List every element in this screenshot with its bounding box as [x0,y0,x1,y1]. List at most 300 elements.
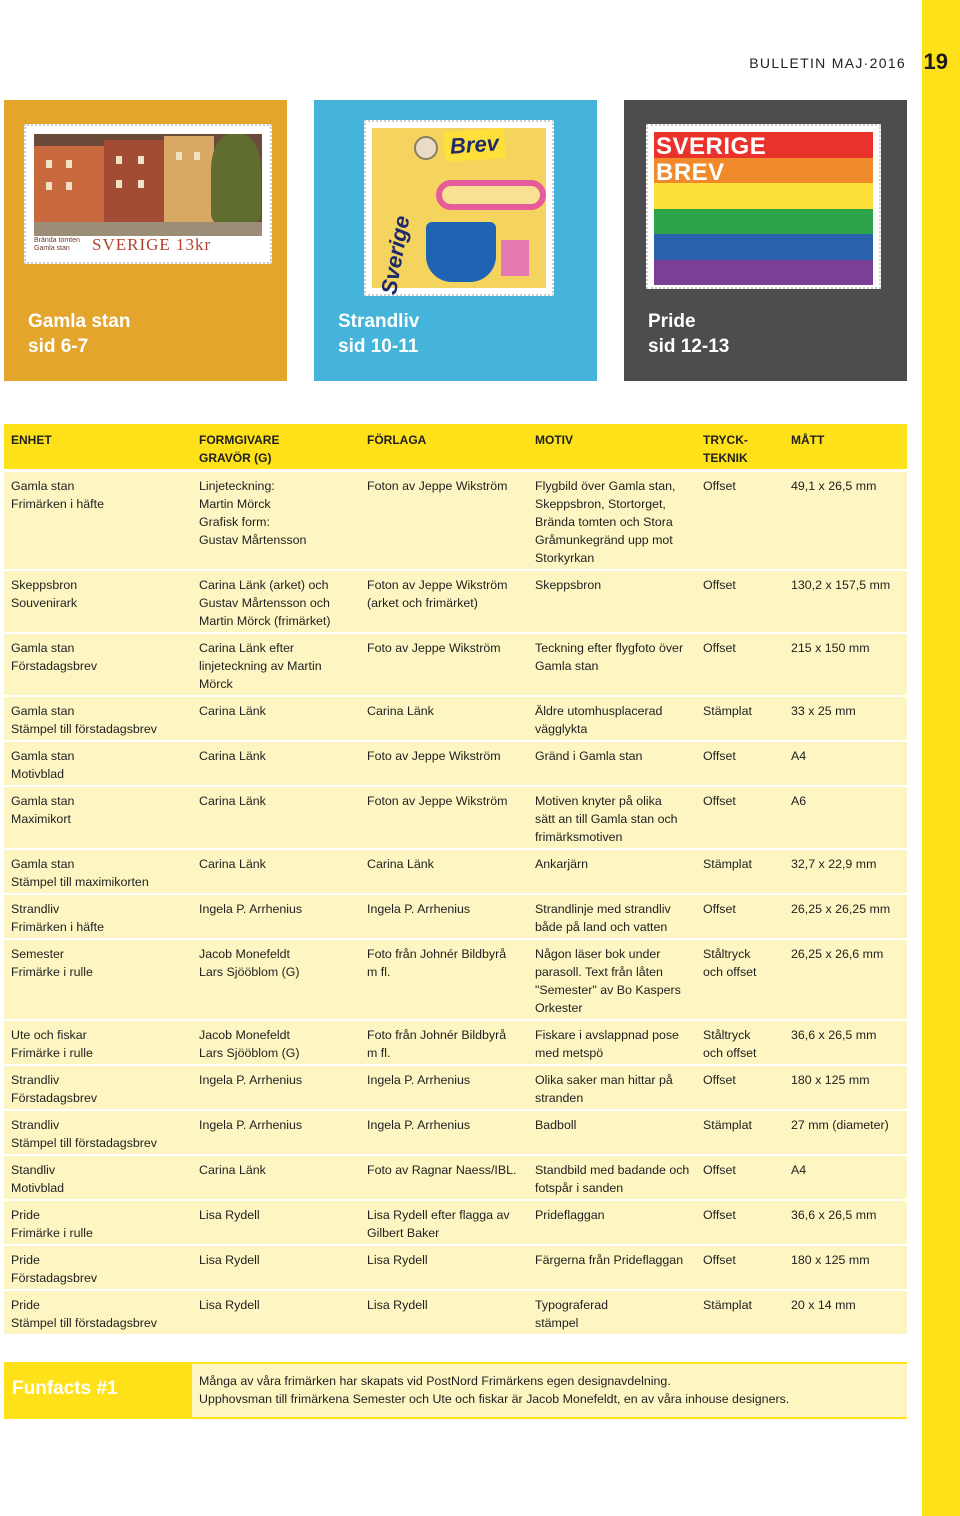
cell-trycktekniker [696,697,784,740]
cell-text: Frimärken i häfte [11,920,104,934]
cell-forlaga [360,571,528,632]
cell-trycktekniker [696,1156,784,1199]
cell-enhet [4,1201,192,1244]
cell-trycktekniker [696,472,784,569]
cell-text: Offset [703,1253,736,1267]
cell-enhet [4,895,192,938]
header-text: FORMGIVARE [199,433,280,447]
cell-text: Stämplat [703,1118,752,1132]
cell-text: Prideflaggan [535,1208,605,1222]
cell-formgivare [192,1111,360,1154]
cell-text: Gilbert Baker [367,1226,440,1240]
card-pride[interactable] [624,100,907,381]
table-row [4,1021,907,1066]
cell-text: Lisa Rydell [199,1253,260,1267]
cell-enhet [4,1066,192,1109]
cell-trycktekniker [696,1021,784,1064]
cell-text: 26,25 x 26,25 mm [791,902,891,916]
cell-trycktekniker [696,1111,784,1154]
cell-text: Gamla stan [11,794,75,808]
cell-text: Carina Länk [199,749,266,763]
cell-text: fotspår i sanden [535,1181,624,1195]
cell-trycktekniker [696,1201,784,1244]
cell-text: Strandliv [11,1073,60,1087]
cell-text: Någon läser bok under [535,947,661,961]
cell-trycktekniker [696,850,784,893]
funfacts-box [4,1362,907,1419]
cell-text: Stämpel till maximikorten [11,875,149,889]
cell-enhet [4,850,192,893]
cell-trycktekniker [696,634,784,695]
cup-icon [501,240,529,276]
cell-text: Lars Sjööblom (G) [199,1046,300,1060]
cell-text: Frimärke i rulle [11,1046,93,1060]
cell-text: Förstadagsbrev [11,1091,98,1105]
cell-text: Frimärke i rulle [11,965,93,979]
cell-text: Strandliv [11,1118,60,1132]
cell-text: Offset [703,479,736,493]
header-motiv [528,424,696,469]
cell-text: Gamla stan [11,749,75,763]
cell-text: Foto från Johnér Bildbyrå [367,1028,507,1042]
publication-title: BULLETIN MAJ·2016 [749,55,906,71]
cell-text: 27 mm (diameter) [791,1118,889,1132]
cell-formgivare [192,472,360,569]
header-text: ENHET [11,433,52,447]
cell-matt [784,1066,907,1109]
cell-text: Linjeteckning: [199,479,275,493]
cell-enhet [4,1156,192,1199]
cell-text: A4 [791,1163,807,1177]
cell-text: Mörck [199,677,233,691]
cell-forlaga [360,1021,528,1064]
cell-text: Badboll [535,1118,577,1132]
cell-text: Lisa Rydell [199,1208,260,1222]
cell-text: Gustav Mårtensson och [199,596,330,610]
cell-text: Färgerna från Prideflaggan [535,1253,684,1267]
cell-text: Ankarjärn [535,857,589,871]
sunglasses-icon [436,180,546,210]
table-row [4,1066,907,1111]
stamp-caption: Brända tomten Gamla stan [34,237,80,252]
card-pages: sid 6-7 [28,336,89,357]
cell-text: Frimärken i häfte [11,497,104,511]
cell-enhet [4,1021,192,1064]
cell-formgivare [192,940,360,1019]
cell-formgivare [192,1246,360,1289]
cell-text: (arket och frimärket) [367,596,478,610]
cell-text: Ingela P. Arrhenius [367,1118,471,1132]
cell-formgivare [192,1291,360,1334]
cell-forlaga [360,1156,528,1199]
cell-text: Foto av Jeppe Wikström [367,749,501,763]
cell-text: frimärksmotiven [535,830,623,844]
table-row [4,1201,907,1246]
cell-text: Carina Länk [199,1163,266,1177]
cell-formgivare [192,697,360,740]
cell-enhet [4,697,192,740]
cell-text: Skeppsbron [535,578,602,592]
cell-text: 49,1 x 26,5 mm [791,479,877,493]
cell-forlaga [360,1291,528,1334]
cell-text: 33 x 25 mm [791,704,856,718]
cell-enhet [4,787,192,848]
cell-text: Carina Länk [367,704,434,718]
cell-text: med metspö [535,1046,604,1060]
cell-text: Offset [703,1208,736,1222]
cell-text: Foto av Ragnar Naess/IBL. [367,1163,517,1177]
cell-text: Ingela P. Arrhenius [199,902,303,916]
header-text: FÖRLAGA [367,433,427,447]
cell-text: Fiskare i avslappnad pose [535,1028,679,1042]
cell-text: 130,2 x 157,5 mm [791,578,891,592]
cell-text: 180 x 125 mm [791,1073,870,1087]
cell-text: Brända tomten och Stora [535,515,673,529]
funfacts-line: Upphovsman till frimärkena Semester och Ute och fiskar är Jacob Monefeldt, en av våra inhouse designers. [199,1392,790,1406]
cell-text: Motivblad [11,1181,65,1195]
cell-text: Jacob Monefeldt [199,1028,290,1042]
cell-text: Martin Mörck (frimärket) [199,614,331,628]
cell-motiv [528,1066,696,1109]
cell-enhet [4,1291,192,1334]
table-row [4,787,907,850]
cell-matt [784,1111,907,1154]
table-row [4,1156,907,1201]
cell-text: Pride [11,1253,40,1267]
cell-text: Carina Länk efter [199,641,295,655]
cell-matt [784,742,907,785]
cell-trycktekniker [696,1066,784,1109]
cell-formgivare [192,1021,360,1064]
cell-formgivare [192,1066,360,1109]
cell-text: 36,6 x 26,5 mm [791,1208,877,1222]
cell-formgivare [192,787,360,848]
cell-text: m fl. [367,1046,391,1060]
cell-text: Offset [703,1163,736,1177]
cell-text: Stämpel till förstadagsbrev [11,1316,158,1330]
card-label [338,309,419,359]
cell-motiv [528,1111,696,1154]
stamp-line-2: BREV [656,159,725,186]
cell-forlaga [360,634,528,695]
header-enhet [4,424,192,469]
header-matt [784,424,907,469]
table-row [4,697,907,742]
table-header-row [4,424,907,472]
card-label [28,309,130,359]
header-trycktekniker [696,424,784,469]
funfacts-title: Funfacts #1 [4,1364,192,1417]
cell-text: Strandlinje med strandliv [535,902,671,916]
card-title: Pride [648,311,696,332]
cell-text: Lars Sjööblom (G) [199,965,300,979]
cell-motiv [528,1201,696,1244]
cell-formgivare [192,571,360,632]
cell-matt [784,1291,907,1334]
cell-motiv [528,850,696,893]
table-row [4,742,907,787]
cell-text: Gamla stan [11,704,75,718]
cell-text: 180 x 125 mm [791,1253,870,1267]
cell-formgivare [192,1156,360,1199]
card-label [648,309,729,359]
stamp-denomination: SVERIGE 13kr [92,235,212,254]
cell-text: Carina Länk [199,857,266,871]
cell-matt [784,1156,907,1199]
cell-text: Lisa Rydell [367,1298,428,1312]
cell-text: Souvenirark [11,596,78,610]
cell-text: Stämpel till förstadagsbrev [11,1136,158,1150]
cell-text: Gränd i Gamla stan [535,749,643,763]
card-gamla-stan[interactable] [4,100,287,381]
cell-text: Motivblad [11,767,65,781]
cell-forlaga [360,1066,528,1109]
table-row [4,1246,907,1291]
cell-text: parasoll. Text från låten [535,965,663,979]
table-row [4,1111,907,1156]
cell-text: Jacob Monefeldt [199,947,290,961]
cell-matt [784,1246,907,1289]
cell-enhet [4,1246,192,1289]
cell-matt [784,472,907,569]
cell-text: Offset [703,578,736,592]
cell-text: Äldre utomhusplacerad [535,704,663,718]
cell-text: stämpel [535,1316,579,1330]
cell-enhet [4,634,192,695]
cell-motiv [528,742,696,785]
cell-text: Lisa Rydell efter flagga av [367,1208,510,1222]
cell-text: Standbild med badande och [535,1163,690,1177]
cell-text: Förstadagsbrev [11,1271,98,1285]
cell-text: Ingela P. Arrhenius [367,902,471,916]
cell-text: A6 [791,794,807,808]
cell-text: sätt an till Gamla stan och [535,812,678,826]
table-row [4,1291,907,1336]
cell-motiv [528,895,696,938]
cell-text: 215 x 150 mm [791,641,870,655]
cell-text: 26,25 x 26,6 mm [791,947,884,961]
funfacts-line: Många av våra frimärken har skapats vid PostNord Frimärkens egen designavdelning. [199,1374,671,1388]
cell-forlaga [360,1111,528,1154]
table-row [4,850,907,895]
cell-text: Orkester [535,1001,583,1015]
cell-text: Carina Länk [199,794,266,808]
cell-trycktekniker [696,940,784,1019]
card-pages: sid 12-13 [648,336,730,357]
header-formgivare [192,424,360,469]
header-text: TEKNIK [703,451,748,465]
cell-text: Strandliv [11,902,60,916]
cell-matt [784,895,907,938]
cell-text: Pride [11,1208,40,1222]
cell-text: Stämplat [703,704,752,718]
strandliv-stamp-image [364,120,554,296]
cell-forlaga [360,1246,528,1289]
cell-text: vägglykta [535,722,588,736]
stamp-word: Brev [443,128,506,162]
cell-text: Foton av Jeppe Wikström [367,794,508,808]
cell-formgivare [192,1201,360,1244]
cell-text: Typograferad [535,1298,609,1312]
cell-forlaga [360,697,528,740]
cell-formgivare [192,742,360,785]
cell-text: Pride [11,1298,40,1312]
stamp-details-table [4,424,907,1336]
cell-text: Teckning efter flygfoto över [535,641,684,655]
cell-text: A4 [791,749,807,763]
cell-text: Maximikort [11,812,71,826]
stamp-country: Sverige [376,213,415,297]
cell-text: och offset [703,1046,757,1060]
cell-text: Gustav Mårtensson [199,533,307,547]
cell-text: Foton av Jeppe Wikström [367,578,508,592]
cell-text: både på land och vatten [535,920,668,934]
cell-text: Flygbild över Gamla stan, [535,479,676,493]
cell-trycktekniker [696,895,784,938]
cell-trycktekniker [696,1246,784,1289]
page-number: 19 [923,49,948,74]
cell-text: Gamla stan [11,857,75,871]
cell-text: Lisa Rydell [367,1253,428,1267]
cell-matt [784,940,907,1019]
cell-text: Stämplat [703,1298,752,1312]
yellow-side-band [922,0,960,1516]
cell-text: Stämplat [703,857,752,871]
cell-text: Skeppsbron [11,578,78,592]
cell-motiv [528,571,696,632]
cell-text: Carina Länk (arket) och [199,578,329,592]
header-text: GRAVÖR (G) [199,451,272,465]
card-title: Gamla stan [28,311,131,332]
card-title: Strandliv [338,311,420,332]
cell-text: Ståltryck [703,1028,751,1042]
cell-text: Carina Länk [367,857,434,871]
gamla-stan-stamp-image [24,124,272,264]
cell-matt [784,1201,907,1244]
cell-formgivare [192,634,360,695]
cell-text: Martin Mörck [199,497,271,511]
cell-motiv [528,1156,696,1199]
table-row [4,634,907,697]
cell-matt [784,850,907,893]
cell-motiv [528,1021,696,1064]
cell-text: 32,7 x 22,9 mm [791,857,877,871]
cell-formgivare [192,850,360,893]
cell-matt [784,571,907,632]
cell-trycktekniker [696,1291,784,1334]
cell-forlaga [360,742,528,785]
cell-text: 36,6 x 26,5 mm [791,1028,877,1042]
cell-trycktekniker [696,571,784,632]
cell-matt [784,634,907,695]
header-text: MÅTT [791,433,825,447]
cell-enhet [4,742,192,785]
cell-enhet [4,940,192,1019]
cell-motiv [528,787,696,848]
cell-text: Carina Länk [199,704,266,718]
cell-text: Foton av Jeppe Wikström [367,479,508,493]
cell-text: Gamla stan [11,641,75,655]
cell-matt [784,697,907,740]
cell-text: stranden [535,1091,584,1105]
cell-matt [784,787,907,848]
cell-trycktekniker [696,742,784,785]
cell-text: m fl. [367,965,391,979]
header-text: MOTIV [535,433,573,447]
cell-text: Foto av Jeppe Wikström [367,641,501,655]
bucket-icon [426,222,496,282]
cell-text: och offset [703,965,757,979]
page-header [749,49,948,74]
cell-text: Foto från Johnér Bildbyrå [367,947,507,961]
cell-motiv [528,1291,696,1334]
cell-text: Gamla stan [11,479,75,493]
table-row [4,940,907,1021]
cell-text: Stämpel till förstadagsbrev [11,722,158,736]
cell-text: Ute och fiskar [11,1028,87,1042]
cell-text: Storkyrkan [535,551,595,565]
funfacts-text [192,1364,789,1417]
cell-text: "Semester" av Bo Kaspers [535,983,681,997]
table-row [4,472,907,571]
cell-text: Olika saker man hittar på [535,1073,673,1087]
table-row [4,895,907,940]
card-strandliv[interactable] [314,100,597,381]
cell-text: Ingela P. Arrhenius [199,1073,303,1087]
cell-trycktekniker [696,787,784,848]
cell-forlaga [360,1201,528,1244]
shell-icon [414,136,438,160]
cell-formgivare [192,895,360,938]
cell-text: linjeteckning av Martin [199,659,322,673]
cell-text: Motiven knyter på olika [535,794,662,808]
cell-motiv [528,472,696,569]
cell-text: Offset [703,749,736,763]
cell-text: Grafisk form: [199,515,270,529]
cell-text: 20 x 14 mm [791,1298,856,1312]
cell-enhet [4,1111,192,1154]
cell-forlaga [360,850,528,893]
cell-text: Gråmunkegränd upp mot [535,533,673,547]
card-pages: sid 10-11 [338,336,419,357]
cell-motiv [528,634,696,695]
stamp-line-1: SVERIGE [656,133,767,160]
cell-enhet [4,571,192,632]
cell-forlaga [360,895,528,938]
cell-forlaga [360,787,528,848]
cell-text: Skeppsbron, Stortorget, [535,497,666,511]
cell-forlaga [360,940,528,1019]
cell-text: Offset [703,1073,736,1087]
cell-text: Ingela P. Arrhenius [199,1118,303,1132]
cell-text: Ingela P. Arrhenius [367,1073,471,1087]
header-text: TRYCK- [703,433,748,447]
cell-text: Lisa Rydell [199,1298,260,1312]
cell-enhet [4,472,192,569]
cell-text: Standliv [11,1163,56,1177]
pride-stamp-image [646,124,881,289]
cell-forlaga [360,472,528,569]
table-row [4,571,907,634]
cell-motiv [528,940,696,1019]
cell-text: Gamla stan [535,659,599,673]
cell-text: Frimärke i rulle [11,1226,93,1240]
cell-matt [784,1021,907,1064]
cell-text: Offset [703,902,736,916]
cell-text: Offset [703,794,736,808]
cell-text: Offset [703,641,736,655]
cell-text: Semester [11,947,65,961]
